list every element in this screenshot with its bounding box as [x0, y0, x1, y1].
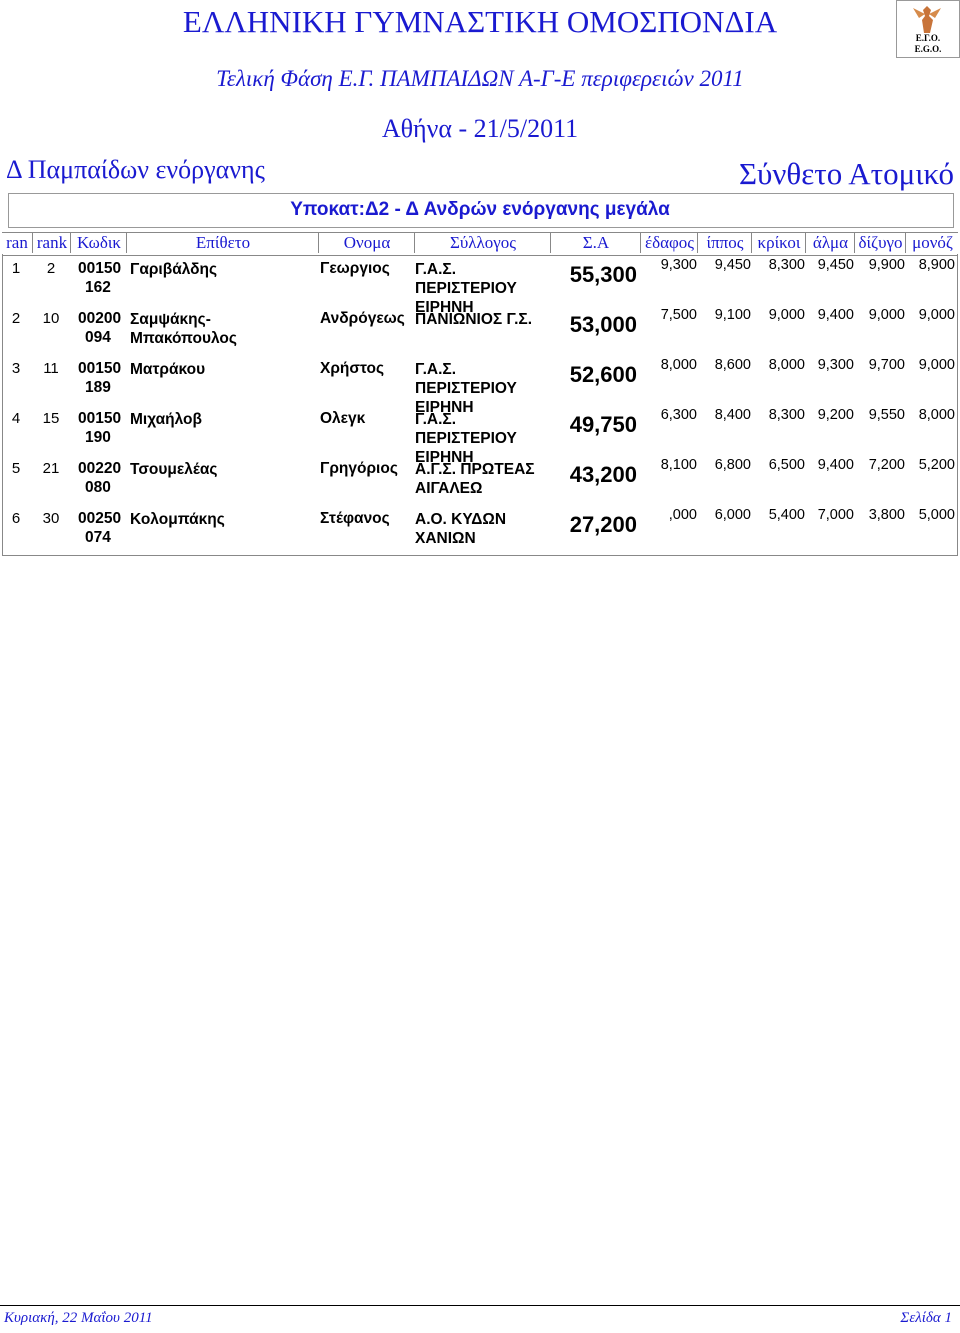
- row-apparatus-score: 7,500: [660, 307, 697, 323]
- row-total-score: 55,300: [569, 262, 637, 287]
- row-apparatus-score: 9,200: [817, 407, 854, 423]
- row-total-score: 52,600: [569, 362, 637, 387]
- row-position: 1: [11, 260, 21, 277]
- row-code-prefix: 00150: [78, 410, 122, 427]
- row-apparatus-score: 8,000: [918, 407, 955, 423]
- page-title: ΕΛΛΗΝΙΚΗ ΓΥΜΝΑΣΤΙΚΗ ΟΜΟΣΠΟΝΔΙΑ: [182, 4, 778, 39]
- row-rank: 11: [43, 360, 59, 377]
- row-rank: 15: [42, 410, 60, 427]
- row-rank: 30: [42, 510, 60, 527]
- row-apparatus-score: 8,000: [660, 357, 697, 373]
- header-col-ran: ran: [6, 233, 28, 252]
- row-total-score: 53,000: [569, 312, 637, 337]
- header-col-floor: έδαφος: [640, 233, 698, 253]
- row-apparatus-score: 8,400: [714, 407, 751, 423]
- row-total-score: 49,750: [569, 412, 637, 437]
- row-club: Γ.Α.Σ. ΠΕΡΙΣΤΕΡΙΟΥ ΕΙΡΗΝΗ: [415, 411, 517, 466]
- row-code-prefix: 00220: [78, 460, 122, 477]
- footer-date: Κυριακή, 22 Μαΐου 2011: [4, 1310, 153, 1326]
- footer-divider: [0, 1305, 960, 1306]
- row-firstname: Στέφανος: [320, 510, 390, 527]
- results-type-heading: Σύνθετο Ατομικό: [738, 156, 954, 191]
- row-position: 2: [11, 310, 21, 327]
- row-total-score: 43,200: [569, 462, 637, 487]
- row-surname: Κολομπάκης: [130, 511, 225, 528]
- row-apparatus-score: 5,400: [768, 507, 805, 523]
- logo-text-greek: Ε.Γ.Ο.: [915, 33, 941, 43]
- header-col-vault: άλμα: [805, 233, 855, 253]
- header-col-rings: κρίκοι: [751, 233, 806, 253]
- row-total-score: 27,200: [569, 512, 637, 537]
- row-apparatus-score: 9,000: [918, 307, 955, 323]
- row-apparatus-score: ,000: [668, 507, 697, 523]
- row-apparatus-score: 7,000: [817, 507, 854, 523]
- header-col-name: Ονομα: [318, 233, 415, 253]
- row-apparatus-score: 5,000: [918, 507, 955, 523]
- row-code-suffix: 080: [85, 479, 111, 496]
- row-club: Α.Γ.Σ. ΠΡΩΤΕΑΣ ΑΙΓΑΛΕΩ: [415, 461, 535, 497]
- row-apparatus-score: 6,800: [714, 457, 751, 473]
- header-col-club: Σύλλογος: [414, 233, 551, 253]
- row-code-prefix: 00150: [78, 360, 122, 377]
- row-apparatus-score: 9,400: [817, 307, 854, 323]
- page-number: Σελίδα 1: [900, 1310, 952, 1326]
- row-surname: Γαριβάλδης: [130, 261, 218, 278]
- header-col-code: Κωδικ: [70, 233, 127, 253]
- row-position: 5: [11, 460, 21, 477]
- event-subtitle: Τελική Φάση Ε.Γ. ΠΑΜΠΑΙΔΩΝ Α-Γ-Ε περιφερειών 2011: [216, 66, 744, 91]
- row-firstname: Ολεγκ: [320, 410, 366, 427]
- row-code-suffix: 190: [85, 429, 111, 446]
- row-club: Γ.Α.Σ. ΠΕΡΙΣΤΕΡΙΟΥ ΕΙΡΗΝΗ: [415, 361, 517, 416]
- row-apparatus-score: 9,000: [868, 307, 905, 323]
- row-apparatus-score: 9,450: [714, 257, 751, 273]
- row-apparatus-score: 9,000: [768, 307, 805, 323]
- row-rank: 2: [46, 260, 56, 277]
- row-apparatus-score: 6,500: [768, 457, 805, 473]
- row-apparatus-score: 9,900: [868, 257, 905, 273]
- header-col-pommel: ίππος: [697, 233, 752, 253]
- row-position: 4: [11, 410, 21, 427]
- row-firstname: Γρηγόριος: [320, 460, 398, 477]
- row-apparatus-score: 8,000: [768, 357, 805, 373]
- row-apparatus-score: 3,800: [868, 507, 905, 523]
- row-code-prefix: 00150: [78, 260, 122, 277]
- row-code-suffix: 094: [85, 329, 111, 346]
- row-surname: Τσουμελέας: [130, 461, 218, 478]
- row-apparatus-score: 9,000: [918, 357, 955, 373]
- row-club: ΠΑΝΙΩΝΙΟΣ Γ.Σ.: [415, 311, 533, 328]
- federation-logo: [896, 0, 960, 58]
- row-apparatus-score: 8,100: [660, 457, 697, 473]
- row-apparatus-score: 8,900: [918, 257, 955, 273]
- row-apparatus-score: 8,600: [714, 357, 751, 373]
- header-col-surname: Επίθετο: [126, 233, 319, 253]
- row-apparatus-score: 6,300: [660, 407, 697, 423]
- row-code-suffix: 162: [85, 279, 111, 296]
- program-heading: Δ Παμπαίδων ενόργανης: [6, 155, 265, 184]
- row-apparatus-score: 9,700: [868, 357, 905, 373]
- row-code-prefix: 00250: [78, 510, 122, 527]
- row-apparatus-score: 9,450: [817, 257, 854, 273]
- row-apparatus-score: 6,000: [714, 507, 751, 523]
- row-firstname: Χρήστος: [320, 360, 385, 377]
- logo-text-latin: E.G.O.: [914, 44, 942, 54]
- row-apparatus-score: 8,300: [768, 257, 805, 273]
- row-surname: Σαμψάκης-Μπακόπουλος: [130, 311, 237, 347]
- row-firstname: Γεωργιος: [320, 260, 390, 277]
- row-apparatus-score: 9,400: [817, 457, 854, 473]
- row-apparatus-score: 8,300: [768, 407, 805, 423]
- row-apparatus-score: 9,300: [817, 357, 854, 373]
- row-position: 3: [11, 360, 21, 377]
- category-title: Υποκατ:Δ2 - Δ Ανδρών ενόργανης μεγάλα: [290, 199, 670, 220]
- venue-date: Αθήνα - 21/5/2011: [381, 114, 579, 143]
- row-rank: 21: [42, 460, 60, 477]
- row-apparatus-score: 9,300: [660, 257, 697, 273]
- row-position: 6: [11, 510, 21, 527]
- row-code-suffix: 189: [85, 379, 111, 396]
- row-surname: Μιχαήλοβ: [130, 411, 202, 428]
- row-firstname: Ανδρόγεως: [320, 310, 405, 327]
- row-apparatus-score: 5,200: [918, 457, 955, 473]
- row-apparatus-score: 9,550: [868, 407, 905, 423]
- row-club: Γ.Α.Σ. ΠΕΡΙΣΤΕΡΙΟΥ ΕΙΡΗΝΗ: [415, 261, 517, 316]
- header-col-highbar: μονόζ: [905, 233, 959, 253]
- header-col-parallel: δίζυγο: [854, 233, 906, 253]
- row-surname: Ματράκου: [130, 361, 206, 378]
- row-club: Α.Ο. ΚΥΔΩΝ ΧΑΝΙΩΝ: [415, 511, 507, 547]
- row-code-suffix: 074: [85, 529, 111, 546]
- row-apparatus-score: 9,100: [714, 307, 751, 323]
- row-rank: 10: [42, 310, 60, 327]
- header-col-rank: rank: [32, 233, 71, 253]
- row-code-prefix: 00200: [78, 310, 122, 327]
- header-col-total: Σ.Α: [550, 233, 641, 253]
- row-apparatus-score: 7,200: [868, 457, 905, 473]
- winged-victory-icon: [911, 4, 943, 34]
